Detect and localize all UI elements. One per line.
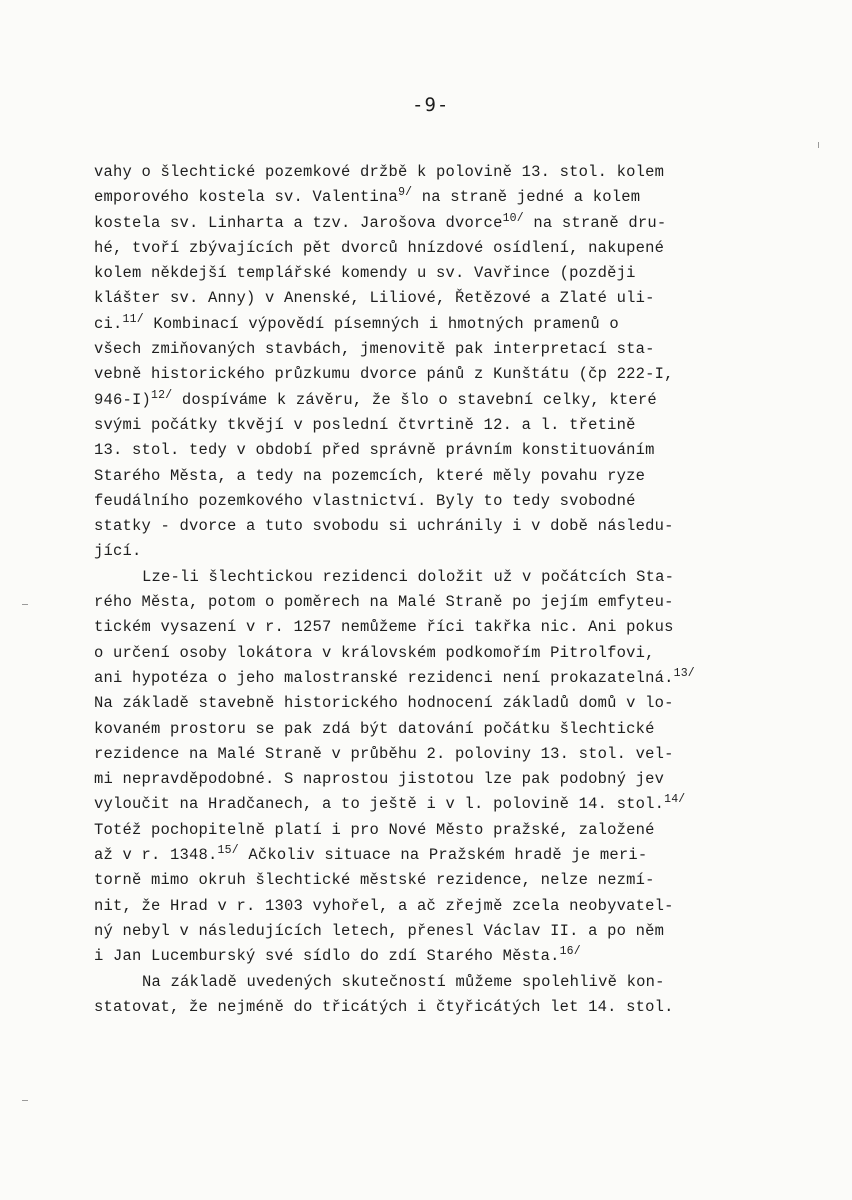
text-line (94, 742, 784, 767)
line-text: feudálního pozemkového vlastnictví. Byly to tedy svobodné (94, 491, 636, 510)
line-text: kostela sv. Linharta a tzv. Jarošova dvorce (94, 213, 503, 232)
line-text: až v r. 1348. (94, 846, 218, 865)
text-line (94, 995, 784, 1020)
text-line (94, 312, 784, 337)
margin-mark (818, 142, 819, 148)
line-text: statky - dvorce a tuto svobodu si uchránily i v době následu- (94, 517, 674, 536)
line-text-continued: Kombinací výpovědí písemných i hmotných pramenů o (143, 314, 619, 333)
text-line (94, 514, 784, 539)
line-text: hé, tvoří zbývajících pět dvorců hnízdové osídlení, nakupené (94, 238, 665, 257)
line-text: emporového kostela sv. Valentina (94, 188, 399, 207)
text-line (94, 767, 784, 792)
line-text: Lze-li šlechtickou rezidenci doložit už v počátcích Sta- (142, 567, 675, 586)
text-line (94, 337, 784, 362)
line-text: ný nebyl v následujících letech, přenesl Václav II. a po něm (94, 921, 665, 940)
line-text: o určení osoby lokátora v královském podkomořím Pitrolfovi, (94, 643, 655, 662)
text-line (94, 286, 784, 311)
line-text-continued: dospíváme k závěru, že šlo o stavební celky, které (172, 390, 657, 409)
body-text (94, 160, 784, 1020)
page-number: -9- (412, 94, 450, 116)
text-line (94, 666, 784, 691)
line-text: svými počátky tkvějí v poslední čtvrtině 12. a l. třetině (94, 415, 636, 434)
footnote-ref: 9/ (398, 186, 413, 200)
text-line (94, 185, 784, 210)
line-text: Na základě stavebně historického hodnocení základů domů v lo- (94, 694, 674, 713)
line-text: ci. (94, 314, 123, 333)
text-line (94, 160, 784, 185)
text-line (94, 539, 784, 564)
line-text: statovat, že nejméně do třicátých i čtyřicátých let 14. stol. (94, 997, 674, 1016)
footnote-ref: 12/ (151, 388, 173, 402)
footnote-ref: 14/ (664, 793, 686, 807)
line-text-continued: Ačkoliv situace na Pražském hradě je meri- (238, 846, 648, 865)
text-line (94, 792, 784, 817)
footnote-ref: 15/ (217, 844, 239, 858)
line-text: nit, že Hrad v r. 1303 vyhořel, a ač zřejmě zcela neobyvatel- (94, 896, 674, 915)
paragraph (94, 565, 784, 970)
line-text: 13. stol. tedy v období před správně právním konstituováním (94, 441, 655, 460)
line-text: vyloučit na Hradčanech, a to ještě i v l. polovině 14. stol. (94, 795, 665, 814)
line-text-continued: na straně jedné a kolem (412, 188, 641, 207)
footnote-ref: 16/ (559, 945, 581, 959)
text-line (94, 362, 784, 387)
footnote-ref: 11/ (122, 312, 144, 326)
text-line (94, 919, 784, 944)
line-text: Totéž pochopitelně platí i pro Nové Město pražské, založené (94, 820, 655, 839)
text-line (94, 970, 784, 995)
text-line (94, 489, 784, 514)
line-text: ani hypotéza o jeho malostranské rezidenci není prokazatelná. (94, 668, 674, 687)
text-line (94, 590, 784, 615)
line-text: vahy o šlechtické pozemkové držbě k polovině 13. stol. kolem (94, 163, 665, 181)
text-line (94, 868, 784, 893)
text-line (94, 717, 784, 742)
paragraph (94, 160, 784, 565)
line-text: vebně historického průzkumu dvorce pánů z Kunštátu (čp 222-I, (94, 365, 674, 384)
text-line (94, 894, 784, 919)
line-text: kolem někdejší templářské komendy u sv. Vavřince (později (94, 264, 636, 283)
line-text: 946-I) (94, 390, 152, 409)
margin-mark (22, 1100, 28, 1101)
footnote-ref: 10/ (502, 211, 524, 225)
line-text: rého Města, potom o poměrech na Malé Straně po jejím emfyteu- (94, 593, 674, 612)
line-text: rezidence na Malé Straně v průběhu 2. poloviny 13. stol. vel- (94, 744, 674, 763)
line-text: mi nepravděpodobné. S naprostou jistotou lze pak podobný jev (94, 770, 665, 789)
line-text: klášter sv. Anny) v Anenské, Liliové, Řetězové a Zlaté uli- (94, 289, 655, 308)
text-line (94, 944, 784, 969)
text-line (94, 615, 784, 640)
margin-mark (22, 604, 28, 605)
paragraph (94, 970, 784, 1021)
line-text: kovaném prostoru se pak zdá být datování počátku šlechtické (94, 719, 655, 738)
footnote-ref: 13/ (673, 666, 695, 680)
text-line (94, 413, 784, 438)
text-line (94, 641, 784, 666)
text-line (94, 464, 784, 489)
line-text: Na základě uvedených skutečností můžeme spolehlivě kon- (142, 972, 665, 991)
text-line (94, 236, 784, 261)
text-line (94, 211, 784, 236)
text-line (94, 388, 784, 413)
line-text: všech zmiňovaných stavbách, jmenovitě pak interpretací sta- (94, 340, 655, 359)
line-text: torně mimo okruh šlechtické městské rezidence, nelze nezmí- (94, 871, 655, 890)
text-line (94, 565, 784, 590)
line-text-continued: na straně dru- (523, 213, 667, 232)
text-line (94, 843, 784, 868)
text-line (94, 438, 784, 463)
text-line (94, 818, 784, 843)
line-text: i Jan Lucemburský své sídlo do zdí Starého Města. (94, 947, 560, 966)
text-line (94, 691, 784, 716)
line-text: jící. (94, 542, 142, 561)
text-line (94, 261, 784, 286)
line-text: tickém vysazení v r. 1257 nemůžeme říci takřka nic. Ani pokus (94, 618, 674, 637)
line-text: Starého Města, a tedy na pozemcích, které měly povahu ryze (94, 466, 646, 485)
